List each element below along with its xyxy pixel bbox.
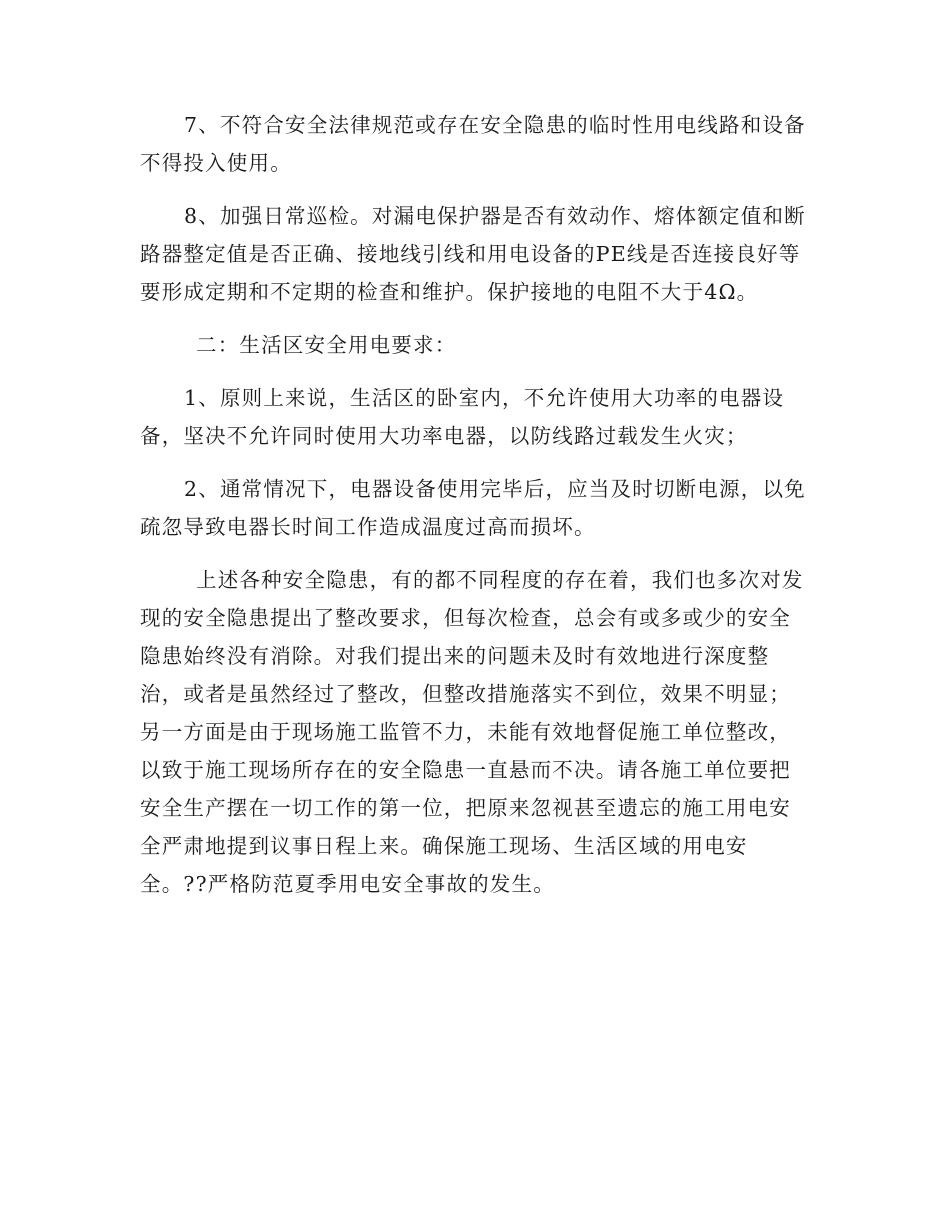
text-line: 现的安全隐患提出了整改要求，但每次检查，总会有或多或少的安全 (140, 606, 791, 630)
text-line: 全。??严格防范夏季用电安全事故的发生。 (140, 872, 555, 896)
section-title: 二：生活区安全用电要求： (196, 333, 457, 357)
text-line: 1、原则上来说，生活区的卧室内，不允许使用大功率的电器设 (184, 386, 785, 410)
text-line: 备，坚决不允许同时使用大功率电器，以防线路过载发生火灾； (140, 424, 748, 448)
text-line: 以致于施工现场所存在的安全隐患一直悬而不决。请各施工单位要把 (140, 758, 791, 782)
text-line: 不得投入使用。 (140, 151, 292, 175)
text-line: 路器整定值是否正确、接地线引线和用电设备的PE线是否连接良好等 (140, 242, 801, 266)
text-line: 安全生产摆在一切工作的第一位，把原来忽视甚至遗忘的施工用电安 (140, 796, 791, 820)
text-line: 另一方面是由于现场施工监管不力，未能有效地督促施工单位整改， (140, 720, 791, 744)
text-line: 要形成定期和不定期的检查和维护。保护接地的电阻不大于4Ω。 (140, 280, 759, 304)
text-line: 2、通常情况下，电器设备使用完毕后，应当及时切断电源，以免 (184, 477, 806, 501)
text-line: 全严肃地提到议事日程上来。确保施工现场、生活区域的用电安 (140, 834, 748, 858)
text-line: 上述各种安全隐患，有的都不同程度的存在着，我们也多次对发 (196, 568, 804, 592)
text-line: 疏忽导致电器长时间工作造成温度过高而损坏。 (140, 515, 596, 539)
text-line: 隐患始终没有消除。对我们提出来的问题未及时有效地进行深度整 (140, 644, 770, 668)
text-line: 8、加强日常巡检。对漏电保护器是否有效动作、熔体额定值和断 (184, 204, 806, 228)
text-line: 7、不符合安全法律规范或存在安全隐患的临时性用电线路和设备 (184, 113, 806, 137)
text-line: 治，或者是虽然经过了整改，但整改措施落实不到位，效果不明显； (140, 682, 791, 706)
